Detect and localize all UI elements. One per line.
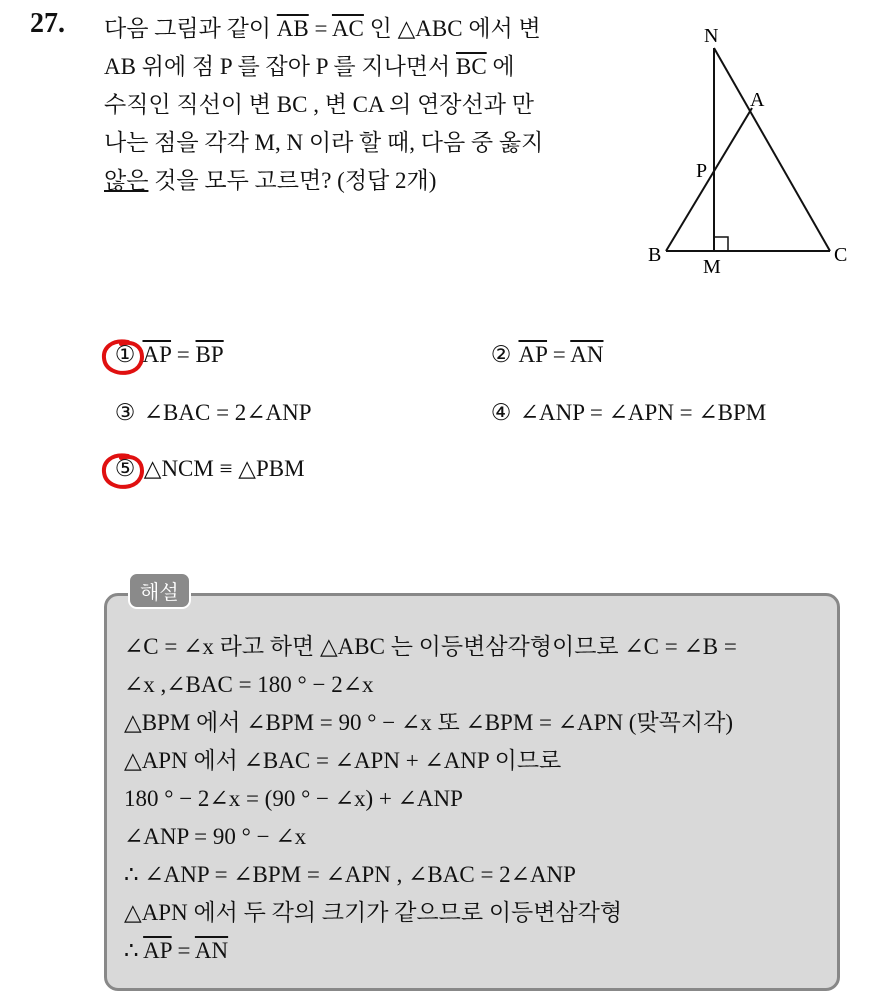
choice-5[interactable] — [112, 456, 305, 482]
label-B: B — [648, 244, 662, 266]
choice-3-text: ∠BAC = 2∠ANP — [143, 400, 312, 425]
choice-3-number: ③ — [114, 400, 136, 425]
question-line-3: 수직인 직선이 변 BC , 변 CA 의 연장선과 만 — [104, 92, 534, 117]
choice-2-number: ② — [490, 342, 512, 367]
solution-line-1: ∠C = ∠x 라고 하면 △ABC 는 이등변삼각형이므로 ∠C = ∠B = — [124, 634, 737, 659]
choice-1[interactable] — [112, 342, 224, 368]
solution-line-6: ∠ANP = 90 ° − ∠x — [124, 824, 307, 849]
solution-line-5: 180 ° − 2∠x = (90 ° − ∠x) + ∠ANP — [124, 786, 463, 811]
triangle-figure — [640, 20, 860, 280]
question-line-2: AB 위에 점 P 를 잡아 P 를 지나면서 $\overline{BC}$ 에 — [104, 54, 515, 79]
question-text — [104, 10, 629, 200]
choice-5-number: ⑤ — [114, 456, 136, 481]
choice-3[interactable] — [112, 400, 312, 426]
solution-line-9: ∴ $\overline{AP} = \overline{AN}$ — [124, 938, 229, 963]
question-number: 27. — [30, 8, 65, 39]
label-P: P — [696, 160, 708, 182]
choice-1-number: ① — [114, 342, 136, 367]
choice-4-text: ∠ANP = ∠APN = ∠BPM — [519, 400, 767, 425]
solution-tag: 해설 — [128, 572, 191, 609]
choice-1-text: $\overline{AP} = \overline{BP}$ — [142, 342, 224, 367]
choice-2[interactable] — [488, 342, 603, 368]
choice-4[interactable] — [488, 400, 766, 426]
label-A: A — [750, 89, 765, 111]
label-M: M — [703, 256, 721, 278]
label-N: N — [704, 25, 719, 47]
solution-text — [124, 628, 737, 970]
solution-line-3: △BPM 에서 ∠BPM = 90 ° − ∠x 또 ∠BPM = ∠APN (맞꼭지각) — [124, 710, 733, 735]
question-line-1: 다음 그림과 같이 $\overline{AB} = \overline{AC}$ 인 △ABC 에서 변 — [104, 16, 541, 41]
choice-4-number: ④ — [490, 400, 512, 425]
label-C: C — [834, 244, 848, 266]
choice-2-text: $\overline{AP} = \overline{AN}$ — [518, 342, 604, 367]
question-line-4: 나는 점을 각각 M, N 이라 할 때, 다음 중 옳지 — [104, 130, 544, 155]
choice-5-text: △NCM ≡ △PBM — [143, 456, 305, 481]
solution-line-7: ∴ ∠ANP = ∠BPM = ∠APN , ∠BAC = 2∠ANP — [124, 862, 576, 887]
solution-line-2: ∠x ,∠BAC = 180 ° − 2∠x — [124, 672, 374, 697]
solution-line-4: △APN 에서 ∠BAC = ∠APN + ∠ANP 이므로 — [124, 748, 562, 773]
question-line-5: 않은 것을 모두 고르면? (정답 2개) — [104, 168, 437, 193]
solution-line-8: △APN 에서 두 각의 크기가 같으므로 이등변삼각형 — [124, 900, 623, 925]
